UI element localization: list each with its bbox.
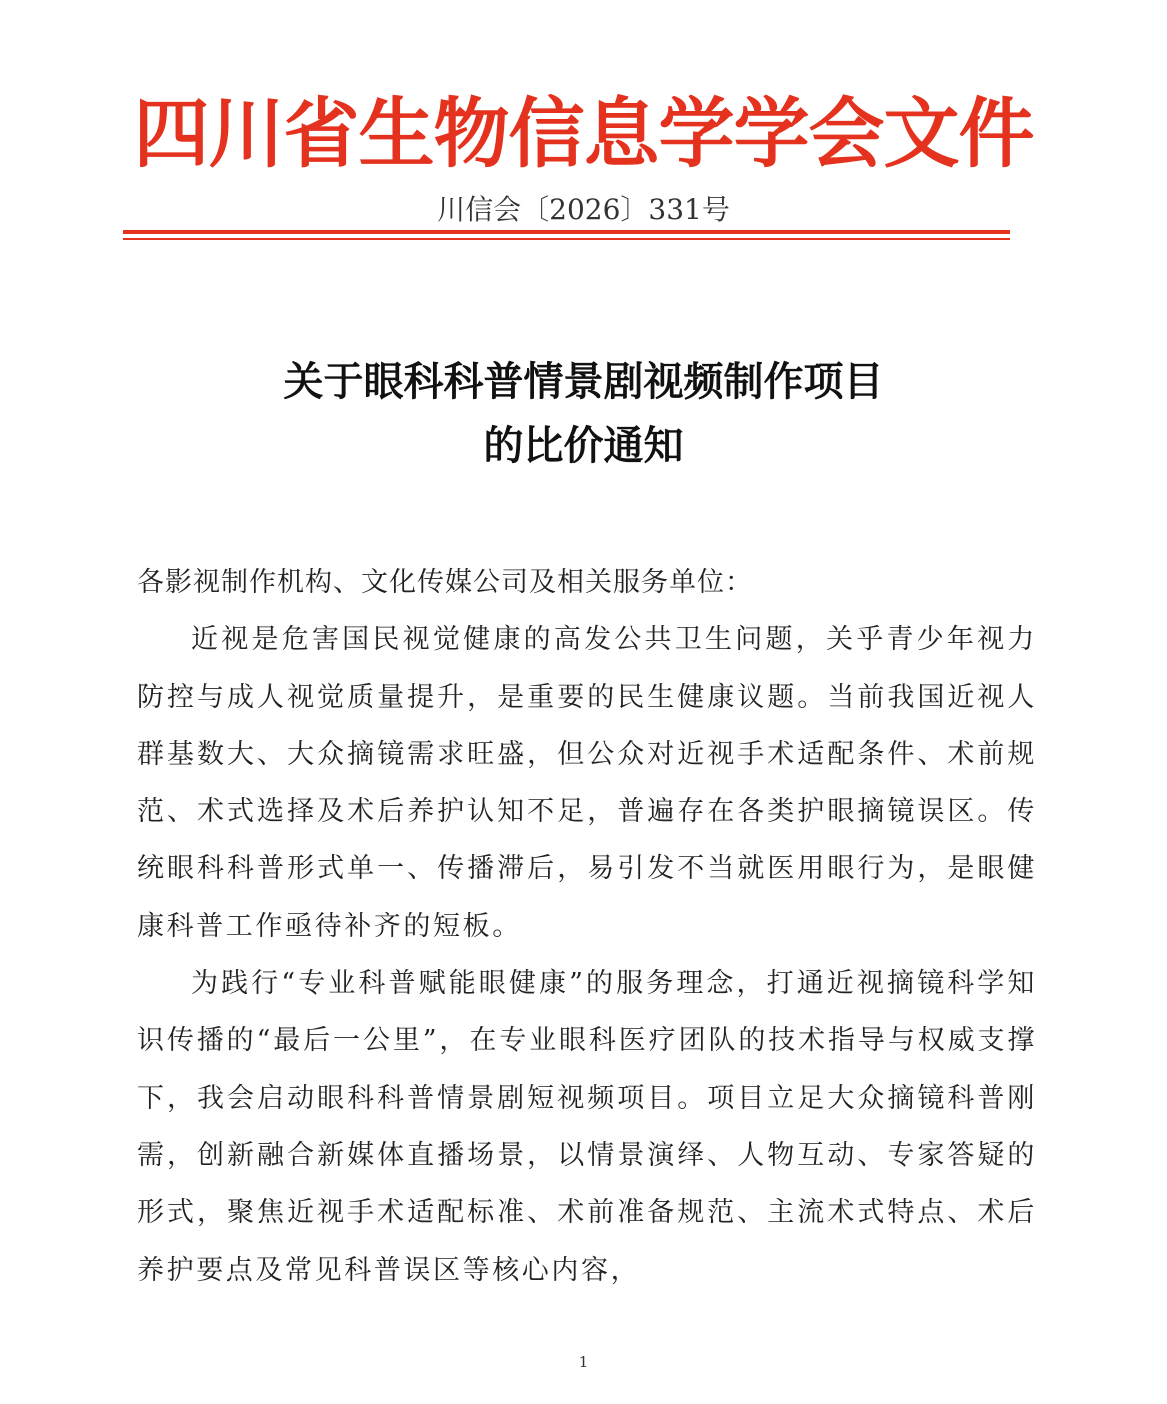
notice-body <box>137 554 1037 1299</box>
red-divider-thin <box>123 238 1010 240</box>
page-number: 1 <box>578 1353 589 1371</box>
masthead-title: 四川省生物信息学学会文件 <box>133 89 1034 178</box>
document-number: 川信会〔2026〕331号 <box>437 193 730 226</box>
notice-title-line-1: 关于眼科科普情景剧视频制作项目 <box>283 358 884 405</box>
paragraph-1: 近视是危害国民视觉健康的高发公共卫生问题，关乎青少年视力防控与成人视觉质量提升，是重要的民生健康议题。当前我国近视人群基数大、大众摘镜需求旺盛，但公众对近视手术适配条件、术前规范、术式选择及术后养护认知不足，普遍存在各类护眼摘镜误区。传统眼科科普形式单一、传播滞后，易引发不当就医用眼行为，是眼健康科普工作亟待补齐的短板。 <box>137 624 1037 942</box>
salutation: 各影视制作机构、文化传媒公司及相关服务单位： <box>137 567 753 598</box>
red-divider-thick <box>123 230 1010 234</box>
notice-title-line-2: 的比价通知 <box>483 422 684 469</box>
paragraph-2: 为践行“专业科普赋能眼健康”的服务理念，打通近视摘镜科学知识传播的“最后一公里”，在专业眼科医疗团队的技术指导与权威支撑下，我会启动眼科科普情景剧短视频项目。项目立足大众摘镜科普刚需，创新融合新媒体直播场景，以情景演绎、人物互动、专家答疑的形式，聚焦近视手术适配标准、术前准备规范、主流术式特点、术后养护要点及常见科普误区等核心内容， <box>137 968 1037 1286</box>
